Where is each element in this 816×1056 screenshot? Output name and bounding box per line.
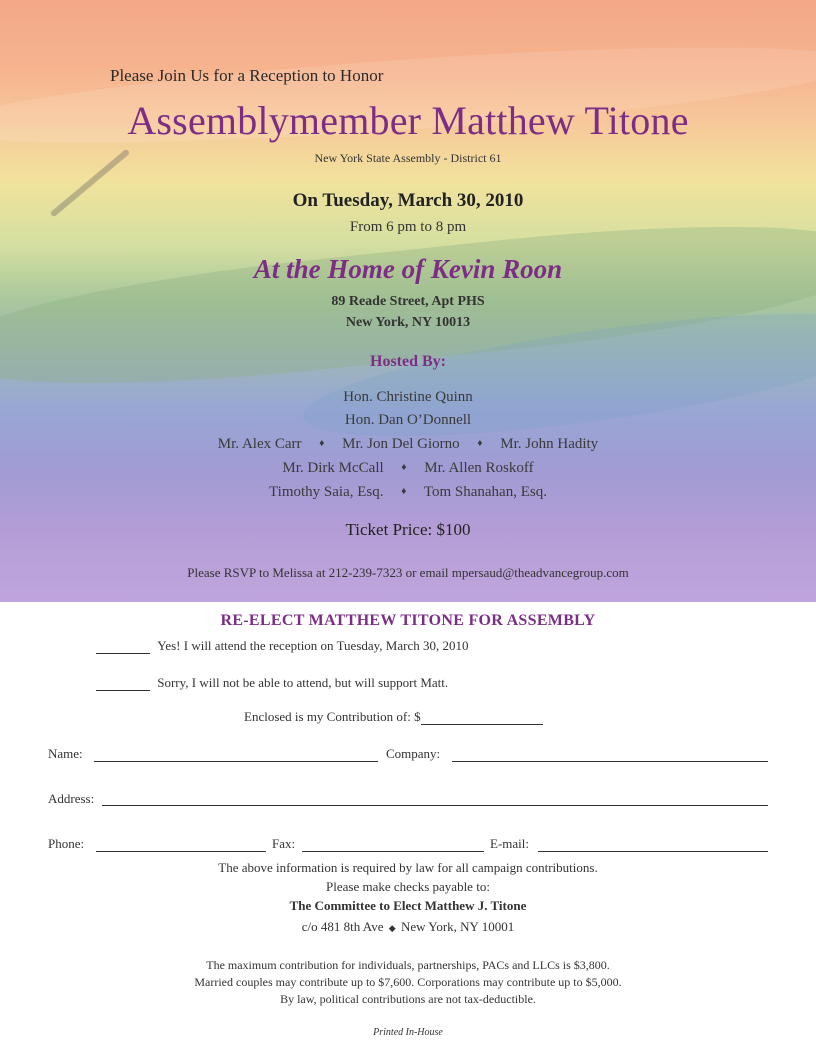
district-line: New York State Assembly - District 61 (314, 151, 502, 165)
host-name: Mr. Jon Del Giorno (342, 436, 460, 452)
address-separator: ◆ (388, 923, 396, 933)
email-label: E-mail: (490, 836, 529, 851)
diamond-separator: ♦ (401, 462, 407, 473)
committee-name: The Committee to Elect Matthew J. Titone (289, 898, 527, 913)
attend-yes-text: Yes! I will attend the reception on Tuesday, March 30, 2010 (157, 638, 469, 653)
address-label: Address: (48, 791, 95, 806)
attend-yes-row (96, 638, 469, 654)
contribution-row (244, 709, 543, 725)
host-line (0, 436, 816, 453)
form-title: RE-ELECT MATTHEW TITONE FOR ASSEMBLY (220, 612, 596, 629)
phone-label: Phone: (48, 836, 85, 851)
host-name: Mr. Dirk McCall (282, 460, 384, 476)
host-line (0, 389, 816, 406)
venue-address-line2: New York, NY 10013 (345, 315, 471, 330)
company-field[interactable] (452, 761, 768, 762)
honoree-name: Assemblymember Matthew Titone (127, 98, 689, 143)
host-line (0, 460, 816, 477)
phone-field[interactable] (96, 851, 266, 852)
fax-label: Fax: (272, 836, 296, 851)
host-name: Tom Shanahan, Esq. (423, 484, 547, 500)
host-name: Mr. Allen Roskoff (424, 460, 534, 476)
printed-in-house: Printed In-House (373, 1027, 443, 1038)
attend-no-text: Sorry, I will not be able to attend, but will support Matt. (157, 675, 449, 690)
host-name: Mr. John Hadity (500, 436, 599, 452)
address-field[interactable] (102, 805, 768, 806)
event-time: From 6 pm to 8 pm (349, 219, 467, 235)
committee-address-city: New York, NY 10001 (400, 919, 515, 934)
required-note: The above information is required by law for all campaign contributions. (218, 860, 598, 875)
host-line (0, 412, 816, 429)
company-label: Company: (386, 746, 441, 761)
limit-note-3: By law, political contributions are not tax-deductible. (280, 992, 536, 1006)
attend-no-row (96, 675, 448, 691)
checks-payable: Please make checks payable to: (326, 879, 490, 894)
venue-address-line1: 89 Reade Street, Apt PHS (331, 294, 485, 309)
diamond-separator: ♦ (477, 438, 483, 449)
host-name: Hon. Christine Quinn (343, 389, 473, 405)
email-field[interactable] (538, 851, 768, 852)
host-name: Timothy Saia, Esq. (269, 484, 384, 500)
hosted-by-heading: Hosted By: (370, 353, 446, 370)
ticket-price: Ticket Price: $100 (345, 520, 471, 539)
rsvp-line: Please RSVP to Melissa at 212-239-7323 or email mpersaud@theadvancegroup.com (187, 565, 629, 580)
fax-field[interactable] (302, 851, 484, 852)
name-label: Name: (48, 746, 83, 761)
invitation-lead: Please Join Us for a Reception to Honor (110, 66, 384, 85)
diamond-separator: ♦ (319, 438, 325, 449)
committee-address (0, 919, 816, 935)
event-venue: At the Home of Kevin Roon (253, 254, 563, 284)
attend-yes-blank[interactable] (96, 639, 150, 654)
name-field[interactable] (94, 761, 378, 762)
limit-note-2: Married couples may contribute up to $7,600. Corporations may contribute up to $5,000. (194, 975, 622, 989)
contribution-label: Enclosed is my Contribution of: $ (244, 709, 421, 724)
limit-note-1: The maximum contribution for individuals, partnerships, PACs and LLCs is $3,800. (206, 958, 610, 972)
committee-address-street: c/o 481 8th Ave (301, 919, 384, 934)
host-name: Hon. Dan O’Donnell (344, 412, 472, 428)
contribution-amount-field[interactable] (421, 710, 543, 725)
event-date: On Tuesday, March 30, 2010 (292, 190, 524, 211)
diamond-separator: ♦ (401, 486, 407, 497)
attend-no-blank[interactable] (96, 676, 150, 691)
host-name: Mr. Alex Carr (217, 436, 302, 452)
host-line (0, 484, 816, 501)
